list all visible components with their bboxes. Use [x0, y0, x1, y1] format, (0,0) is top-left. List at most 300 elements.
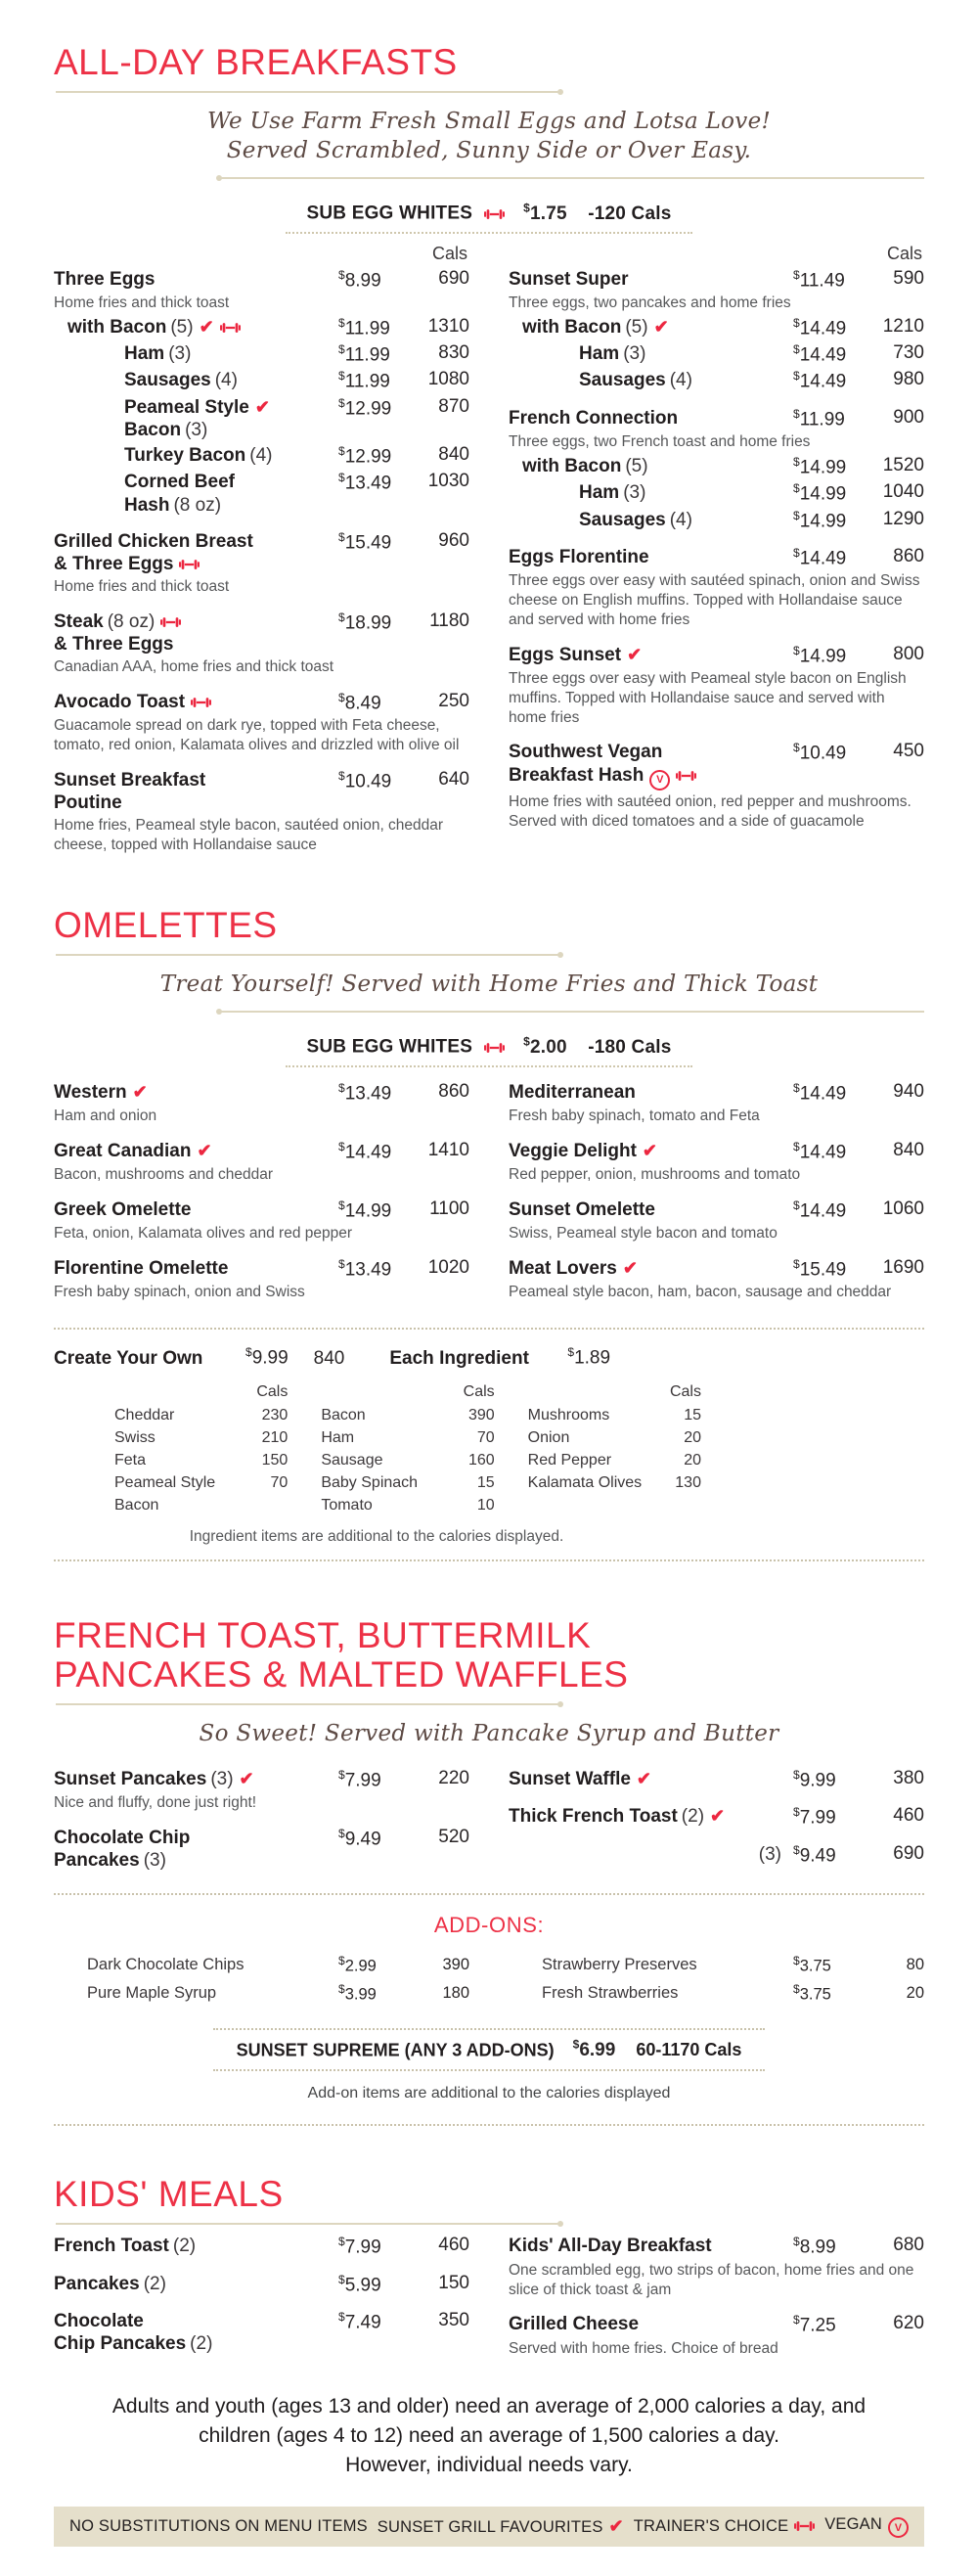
- item-cals: 1290: [882, 508, 924, 529]
- item-price: [338, 691, 409, 714]
- section-all-day-breakfasts: [54, 43, 924, 855]
- item-qty: (3): [143, 1850, 166, 1872]
- item-price: [338, 1827, 409, 1850]
- item-name: Ham: [124, 343, 165, 365]
- currency-symbol: $: [793, 1139, 800, 1153]
- menu-columns: [54, 1764, 924, 1873]
- currency-symbol: $: [793, 454, 800, 469]
- item-name: Greek Omelette: [54, 1198, 192, 1220]
- menu-item-row: [54, 2310, 469, 2355]
- item-price: [793, 369, 864, 392]
- check-icon: ✔: [608, 2516, 624, 2537]
- currency-symbol: $: [338, 769, 345, 784]
- item-price: [338, 1081, 409, 1105]
- ingredient-table: [54, 1383, 701, 1517]
- currency-symbol: $: [793, 315, 800, 330]
- item-description: Bacon, mushrooms and cheddar: [54, 1166, 274, 1184]
- item-name: Three Eggs: [54, 268, 156, 290]
- item-name-line2: Hash: [124, 494, 170, 516]
- ingredient-row: [114, 1449, 288, 1471]
- item-price: [793, 1257, 864, 1281]
- item-name-cell: [54, 1198, 331, 1221]
- price-value: 14.99: [799, 510, 847, 531]
- item-name: Thick French Toast: [509, 1806, 678, 1828]
- currency-symbol: $: [338, 315, 345, 330]
- calorie-advisory: Adults and youth (ages 13 and older) need an average of 2,000 calories a day, and children (ages 4 to 12) need an average of 1,500 calories a day. However, individual needs vary.: [111, 2394, 867, 2477]
- currency-symbol: $: [793, 741, 800, 755]
- ingredient-row: [114, 1404, 288, 1426]
- menu-item-row: [509, 546, 924, 569]
- item-cals: 830: [438, 342, 469, 364]
- item-description: Swiss, Peameal style bacon and tomato: [509, 1225, 778, 1243]
- item-cals: 150: [438, 2272, 469, 2293]
- item-qty: (5): [625, 316, 648, 338]
- item-cals: 1210: [882, 315, 924, 337]
- price-value: 8.49: [344, 693, 381, 714]
- title-rule: [56, 954, 560, 956]
- item-cals: 620: [893, 2313, 924, 2334]
- item-name-cell: [54, 268, 331, 291]
- check-icon: ✔: [710, 1806, 726, 1827]
- item-name-cell: [54, 691, 331, 713]
- legend-favourites: SUNSET GRILL FAVOURITES ✔: [377, 2516, 624, 2537]
- item-cals: 690: [893, 1842, 924, 1864]
- menu-item-row: [54, 2235, 469, 2258]
- item-cals: 900: [893, 406, 924, 428]
- menu-item-row: [54, 1198, 469, 1222]
- ingredient-name: Peameal Style: [114, 1474, 216, 1492]
- ingredient-cals: 10: [476, 1497, 495, 1514]
- menu-item-row: [509, 1843, 924, 1867]
- item-name-cell: [54, 369, 331, 391]
- item-price: [338, 396, 409, 420]
- item-cals: 380: [893, 1767, 924, 1788]
- item-name-cell: [54, 1140, 331, 1162]
- menu-item-row: [509, 455, 924, 478]
- item-name-cell: [509, 1140, 785, 1162]
- menu-item-row: [54, 1768, 469, 1791]
- item-cals: 1040: [882, 481, 924, 503]
- menu-item: [509, 509, 924, 532]
- item-qty: (4): [669, 370, 692, 391]
- legend-bar: [54, 2507, 924, 2548]
- ingredient-row: [528, 1404, 701, 1426]
- menu-item-row: [509, 1805, 924, 1829]
- create-your-own-price: $9.99: [245, 1345, 289, 1369]
- item-name-cell: [54, 769, 331, 814]
- menu-item-row: [509, 741, 924, 790]
- item-description: Three eggs over easy with sautéed spinach, onion and Swiss cheese on English muffins. Topped with Hollandaise sauce and served with home fries: [509, 572, 920, 628]
- price-value: 14.49: [799, 318, 847, 339]
- sunset-supreme-cals: 60-1170 Cals: [636, 2040, 742, 2060]
- menu-columns: [54, 1077, 924, 1303]
- add-ons-title: ADD-ONS:: [433, 1913, 545, 1938]
- price-value: 11.99: [799, 409, 845, 430]
- item-cals: 1180: [429, 610, 469, 631]
- check-icon: ✔: [132, 1081, 148, 1102]
- tagline-rule: [219, 1011, 924, 1013]
- sub-egg-whites-line: [54, 201, 924, 233]
- currency-symbol: $: [338, 1198, 345, 1212]
- item-name-cell: [54, 1827, 331, 1872]
- ingredient-name: Sausage: [321, 1451, 383, 1469]
- ingredient-cals: 20: [684, 1428, 701, 1446]
- ingredient-cals: 15: [684, 1406, 701, 1424]
- item-name-cell: [509, 1768, 785, 1790]
- menu-item-row: [54, 268, 469, 292]
- item-cals: 220: [438, 1767, 469, 1788]
- check-icon: ✔: [653, 316, 669, 337]
- divider: [54, 1893, 924, 1895]
- item-description: Guacamole spread on dark rye, topped with Feta cheese, tomato, red onion, Kalamata olives and drizzled with olive oil: [54, 717, 460, 754]
- menu-item: [54, 268, 469, 313]
- menu-item: [54, 342, 469, 366]
- menu-item: [54, 1768, 469, 1813]
- item-name-cell: [509, 316, 785, 339]
- item-cals: 730: [893, 342, 924, 364]
- item-name: Sunset Super: [509, 268, 629, 290]
- item-cals: 960: [438, 529, 469, 551]
- item-name-cell: [509, 741, 785, 790]
- price-value: 9.49: [799, 1844, 836, 1866]
- item-cals: 1520: [882, 454, 924, 475]
- each-ingredient-label: Each Ingredient: [389, 1347, 529, 1369]
- menu-item-row: [509, 481, 924, 505]
- menu-item: [54, 769, 469, 855]
- currency-symbol: $: [338, 1767, 345, 1782]
- price-value: 13.49: [344, 473, 392, 494]
- vegan-icon: V: [649, 770, 670, 791]
- item-name: Kids' All-Day Breakfast: [509, 2236, 712, 2257]
- check-icon: ✔: [199, 316, 214, 337]
- price-value: 14.99: [799, 645, 847, 666]
- price-value: 14.49: [799, 371, 847, 392]
- dumbbell-icon: [794, 2520, 815, 2532]
- item-cals: 460: [893, 1805, 924, 1827]
- ingredient-cals: 20: [684, 1451, 701, 1469]
- menu-item: [54, 444, 469, 468]
- item-name-cell: [54, 471, 331, 516]
- item-qty: (2): [681, 1806, 705, 1828]
- create-your-own-label: Create Your Own: [54, 1347, 203, 1369]
- ingredient-name: Red Pepper: [527, 1451, 612, 1469]
- currency-symbol: $: [793, 1198, 800, 1212]
- currency-symbol: $: [338, 1982, 345, 1997]
- price-value: 11.49: [799, 269, 845, 291]
- menu-item-row: [54, 2273, 469, 2296]
- add-on-row: [509, 1980, 924, 2009]
- item-price: [793, 2313, 864, 2336]
- menu-item: [54, 1257, 469, 1302]
- menu-column-right: [509, 1764, 924, 1873]
- menu-item-row: [509, 407, 924, 430]
- item-name: with Bacon: [522, 455, 622, 476]
- check-icon: ✔: [627, 644, 643, 664]
- item-cals: 350: [438, 2310, 469, 2331]
- price-value: 14.99: [799, 483, 847, 505]
- menu-item-row: [509, 1081, 924, 1105]
- item-name-cell: [509, 407, 785, 429]
- ingredient-name: Feta: [114, 1451, 147, 1469]
- create-your-own-block: [54, 1328, 924, 1561]
- cals-column-header: Cals: [463, 1382, 495, 1400]
- item-name-cell: [54, 1257, 331, 1280]
- item-price: [338, 2310, 409, 2333]
- menu-item: [509, 407, 924, 452]
- currency-symbol: $: [338, 529, 345, 544]
- dumbbell-icon: [220, 322, 241, 334]
- item-cals: 1030: [427, 471, 469, 492]
- cals-column-header: Cals: [669, 1382, 701, 1400]
- currency-symbol: $: [338, 691, 345, 705]
- item-description: Home fries, Peameal style bacon, sautéed onion, cheddar cheese, topped with Hollandaise sauce: [54, 817, 444, 854]
- item-name: Avocado Toast: [54, 692, 186, 713]
- menu-item: [54, 1827, 469, 1872]
- menu-item-row: [54, 396, 469, 441]
- ingredient-name: Bacon: [321, 1406, 366, 1424]
- menu-item: [509, 1081, 924, 1126]
- currency-symbol: $: [338, 471, 345, 485]
- menu-item-row: [54, 530, 469, 575]
- check-icon: ✔: [239, 1768, 254, 1788]
- price-value: 14.49: [344, 1142, 392, 1163]
- check-icon: ✔: [642, 1140, 658, 1160]
- ingredient-cals: 150: [261, 1451, 289, 1469]
- menu-column-right: [509, 2231, 924, 2358]
- ingredient-name: Mushrooms: [527, 1406, 610, 1424]
- legend-no-substitutions: NO SUBSTITUTIONS ON MENU ITEMS: [69, 2517, 368, 2536]
- item-name-cell: [509, 1198, 785, 1221]
- vegan-icon: V: [888, 2517, 909, 2538]
- currency-symbol: $: [793, 643, 800, 657]
- item-qty: (3): [758, 1843, 781, 1865]
- legend-vegan: VEGAN V: [824, 2515, 909, 2539]
- dumbbell-icon: [179, 559, 200, 570]
- item-qty: (8 oz): [173, 494, 222, 516]
- item-price: [338, 1140, 409, 1163]
- tagline: Served Scrambled, Sunny Side or Over Easy.: [226, 138, 752, 164]
- item-price: [338, 316, 409, 339]
- add-on-cals: 20: [906, 1984, 924, 2003]
- tagline: Treat Yourself! Served with Home Fries and Thick Toast: [159, 972, 819, 998]
- menu-item-row: [509, 369, 924, 392]
- sub-egg-whites-price: $1.75: [523, 201, 567, 224]
- currency-symbol: $: [793, 1805, 800, 1820]
- ingredient-column: [528, 1383, 701, 1517]
- sub-egg-whites-cals: -180 Cals: [588, 1036, 672, 1058]
- tagline: We Use Farm Fresh Small Eggs and Lotsa Love!: [206, 109, 772, 135]
- item-name: Sunset Omelette: [509, 1198, 655, 1220]
- menu-item-row: [54, 369, 469, 392]
- item-cals: 980: [893, 369, 924, 390]
- menu-item: [54, 2235, 469, 2258]
- menu-item-row: [509, 268, 924, 292]
- item-price: [793, 455, 864, 478]
- ingredient-name: Baby Spinach: [321, 1474, 419, 1492]
- price-value: 3.75: [799, 1957, 831, 1975]
- menu-item-row: [54, 342, 469, 366]
- menu-column-right: [509, 1077, 924, 1303]
- add-ons-right: [509, 1952, 924, 2008]
- price-value: 9.49: [344, 1829, 381, 1850]
- price-value: 7.49: [344, 2312, 381, 2333]
- add-on-name: Dark Chocolate Chips: [87, 1956, 244, 1974]
- item-qty: (4): [249, 445, 273, 467]
- menu-column-left: [54, 2231, 469, 2358]
- price-value: 3.75: [799, 1985, 831, 2004]
- price-value: 8.99: [344, 269, 381, 291]
- menu-item-row: [54, 316, 469, 339]
- price-value: 9.99: [799, 1770, 836, 1791]
- item-name-cell: [54, 342, 331, 365]
- item-name: Eggs Florentine: [509, 546, 649, 567]
- item-name-cell: [54, 610, 331, 655]
- menu-item: [54, 1198, 469, 1243]
- item-name: French Toast: [54, 2236, 169, 2257]
- price-value: 12.99: [344, 398, 392, 420]
- cals-column-header: Cals: [256, 1382, 289, 1400]
- item-qty: (3): [623, 343, 646, 365]
- ingredient-cals: 160: [467, 1451, 495, 1469]
- item-price: [793, 2235, 864, 2258]
- currency-symbol: $: [338, 2235, 345, 2249]
- item-cals: 1310: [427, 315, 469, 337]
- sub-egg-whites-line: [54, 1034, 924, 1066]
- ingredient-row: [528, 1449, 701, 1471]
- add-on-cals: 180: [442, 1984, 469, 2003]
- ingredient-row: [528, 1426, 701, 1449]
- menu-item-row: [54, 1827, 469, 1872]
- item-description: One scrambled egg, two strips of bacon, home fries and one slice of thick toast & jam: [509, 2261, 914, 2298]
- price-value: 18.99: [344, 612, 392, 634]
- menu-column-right: [509, 244, 924, 855]
- item-qty: (2): [143, 2273, 166, 2294]
- sunset-supreme-banner: [54, 2028, 924, 2071]
- item-name: Turkey Bacon: [124, 445, 246, 467]
- item-description: Three eggs, two pancakes and home fries: [509, 294, 791, 311]
- item-name-line2: Breakfast Hash: [509, 764, 645, 786]
- item-name: Grilled Cheese: [509, 2314, 640, 2335]
- dumbbell-icon: [160, 616, 181, 628]
- item-price: [338, 369, 409, 392]
- menu-item: [509, 268, 924, 313]
- currency-symbol: $: [793, 267, 800, 282]
- item-name-cell: [509, 455, 785, 477]
- price-value: 14.49: [799, 1082, 847, 1104]
- menu-item-row: [509, 2313, 924, 2336]
- item-price: [793, 407, 864, 430]
- sub-egg-whites-label: SUB EGG WHITES: [306, 1036, 473, 1058]
- ingredient-name: Kalamata Olives: [527, 1474, 643, 1492]
- legend-trainers-choice: TRAINER'S CHOICE: [634, 2517, 816, 2536]
- price-value: 7.99: [344, 2237, 381, 2258]
- menu-item: [509, 1257, 924, 1302]
- item-description: Home fries and thick toast: [54, 578, 230, 596]
- item-name-line2: Pancakes: [54, 1850, 140, 1872]
- sub-egg-whites-cals: -120 Cals: [588, 203, 672, 224]
- menu-column-left: [54, 1764, 469, 1873]
- ingredient-row: [114, 1471, 288, 1494]
- item-price: [793, 1980, 864, 2009]
- item-name: Peameal Style: [124, 396, 249, 418]
- item-name: Sausages: [579, 509, 666, 530]
- currency-symbol: $: [793, 545, 800, 560]
- item-name: Pancakes: [54, 2273, 140, 2294]
- menu-item-row: [54, 471, 469, 516]
- add-on-cals: 80: [906, 1956, 924, 1974]
- menu-item-row: [54, 1140, 469, 1163]
- item-price: [338, 1198, 409, 1222]
- menu-columns: [54, 2231, 924, 2358]
- item-name-cell: [509, 1843, 785, 1866]
- item-cals: 460: [438, 2235, 469, 2256]
- price-value: 7.99: [799, 1807, 836, 1829]
- section-title: KIDS' MEALS: [54, 2174, 284, 2215]
- currency-symbol: $: [793, 1080, 800, 1095]
- menu-item: [54, 369, 469, 392]
- item-qty: (3): [185, 419, 208, 440]
- item-price: [793, 481, 864, 505]
- menu-item-row: [509, 1198, 924, 1222]
- item-cals: 860: [438, 1080, 469, 1102]
- each-ingredient-price: $1.89: [567, 1345, 611, 1369]
- item-cals: 680: [893, 2235, 924, 2256]
- item-cals: 1020: [427, 1257, 469, 1279]
- item-cals: 860: [893, 545, 924, 566]
- item-name: Southwest Vegan: [509, 742, 663, 763]
- menu-column-left: [54, 1077, 469, 1303]
- item-qty: (4): [669, 509, 692, 530]
- currency-symbol: $: [338, 1257, 345, 1272]
- menu-item: [509, 1768, 924, 1791]
- menu-item: [54, 1140, 469, 1185]
- menu-item-row: [509, 342, 924, 366]
- item-name-cell: [509, 546, 785, 568]
- item-description: Red pepper, onion, mushrooms and tomato: [509, 1166, 801, 1184]
- price-value: 13.49: [344, 1082, 392, 1104]
- ingredient-name: Bacon: [114, 1497, 159, 1514]
- item-qty: (3): [168, 343, 192, 365]
- item-name-cell: [509, 1081, 785, 1104]
- menu-item-row: [54, 769, 469, 814]
- currency-symbol: $: [338, 1139, 345, 1153]
- menu-item: [54, 610, 469, 677]
- section-french-toast-pancakes-waffles: [54, 1616, 924, 2126]
- item-description: Three eggs over easy with Peameal style bacon on English muffins. Topped with Hollandaise sauce and served with home fries: [509, 669, 907, 726]
- currency-symbol: $: [338, 342, 345, 357]
- add-on-name: Pure Maple Syrup: [87, 1984, 217, 2003]
- item-name-cell: [54, 1081, 331, 1104]
- item-name-cell: [54, 396, 331, 441]
- sub-egg-whites-price: $2.00: [523, 1034, 567, 1058]
- item-price: [338, 268, 409, 292]
- menu-item: [509, 455, 924, 478]
- price-value: 2.99: [344, 1957, 377, 1975]
- currency-symbol: $: [793, 2313, 800, 2327]
- price-value: 11.99: [344, 318, 390, 339]
- item-description: Three eggs, two French toast and home fries: [509, 433, 811, 451]
- item-name-cell: [509, 644, 785, 666]
- item-cals: 690: [438, 267, 469, 289]
- item-price: [338, 1980, 409, 2009]
- menu-item: [509, 546, 924, 630]
- item-name-cell: [509, 268, 785, 291]
- menu-item-row: [509, 644, 924, 667]
- item-cals: 800: [893, 643, 924, 664]
- ingredient-cals: 210: [261, 1428, 289, 1446]
- item-price: [338, 471, 409, 494]
- item-price: [338, 342, 409, 366]
